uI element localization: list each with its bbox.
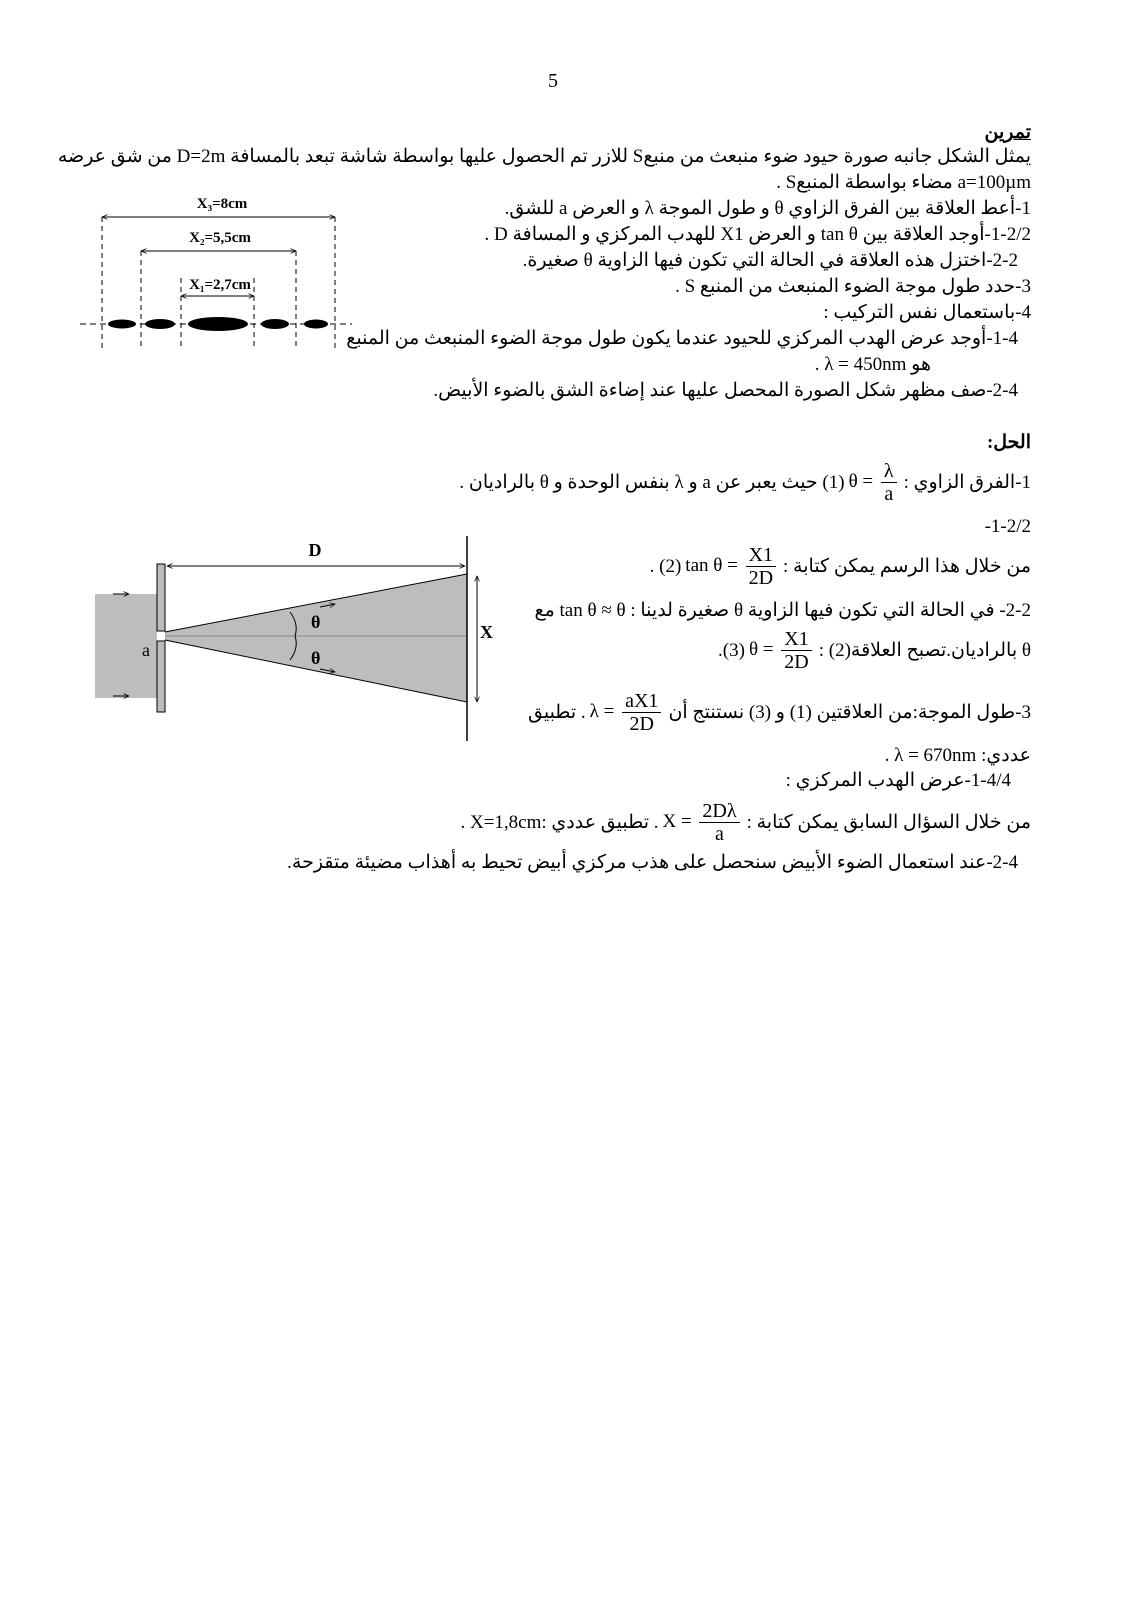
s2-2-num: X1 — [781, 628, 811, 651]
solution-2-2-line-1: 2-2- في الحالة التي تكون فيها الزاوية θ صغيرة لدينا : tan θ ≈ θ مع — [534, 600, 1031, 621]
s4-num: 2Dλ — [699, 800, 739, 823]
diffracted-beam — [165, 574, 467, 702]
s2-1-num: X1 — [746, 544, 776, 567]
s1-lhs: θ = — [848, 470, 874, 492]
x3-label: X₃=8cm — [196, 196, 248, 212]
s4-lhs: X = — [662, 810, 692, 832]
central-fringe — [188, 317, 248, 331]
s1-fraction — [881, 460, 897, 505]
s2-2-suffix: (3). — [718, 639, 745, 661]
x1-label: X₁=2,7cm — [189, 277, 251, 293]
theta-label-bottom: θ — [311, 648, 321, 668]
s3-formula — [590, 690, 665, 735]
fringe-right-2 — [304, 320, 328, 329]
s2-1-fraction — [746, 544, 776, 589]
s3-den: 2D — [629, 713, 654, 735]
s3-num: aX1 — [622, 690, 661, 713]
question-3: 3-حدد طول موجة الضوء المنبعث من المنبع S . — [675, 276, 1031, 297]
s1-num: λ — [881, 460, 897, 483]
question-1: 1-أعط العلاقة بين الفرق الزاوي θ و طول الموجة λ و العرض a للشق. — [504, 198, 1031, 219]
slit-plate-bottom — [157, 641, 165, 712]
question-4: 4-باستعمال نفس التركيب : — [823, 302, 1031, 323]
s2-2-den: 2D — [784, 651, 809, 673]
s2-1-den: 2D — [748, 567, 774, 589]
s4-den: a — [715, 823, 724, 845]
s2-2-lhs: θ = — [748, 638, 774, 660]
solution-3-numeric: عددي: λ = 670nm . — [884, 745, 1031, 766]
s3-lhs: λ = — [589, 700, 615, 722]
s4-fraction — [699, 800, 739, 845]
solution-2-header: 1-2/2- — [984, 516, 1031, 537]
question-4-1-line-1: 1-4-أوجد عرض الهدب المركزي للحيود عندما يكون طول موجة الضوء المنبعث من المنبع — [346, 328, 1018, 349]
s2-2-fraction — [781, 628, 811, 673]
s1-formula — [849, 460, 900, 505]
x2-label: X₂=5,5cm — [189, 230, 251, 246]
question-2-1: 1-2/2-أوجد العلاقة بين tan θ و العرض X1 للهدب المركزي و المسافة D . — [484, 224, 1031, 245]
solution-4-2: 2-4-عند استعمال الضوء الأبيض سنحصل على هذب مركزي أبيض تحيط به أهذاب مضيئة متقزحة. — [287, 852, 1018, 873]
s4-suffix: . تطبيق عددي :X=1,8cm . — [460, 811, 659, 833]
s4-prefix: من خلال السؤال السابق يمكن كتابة : — [746, 811, 1031, 833]
s3-suffix: . تطبيق — [527, 701, 586, 723]
diffraction-setup-figure — [95, 536, 515, 746]
solution-4-1 — [460, 800, 1031, 845]
s2-2-prefix: θ بالراديان.تصبح العلاقة(2) : — [818, 639, 1031, 661]
theta-label-top: θ — [311, 612, 321, 632]
s2-1-formula — [685, 544, 779, 589]
slit-width-label: a — [142, 640, 150, 660]
exercise-title: تمرين — [984, 122, 1031, 143]
solution-1 — [459, 460, 1031, 505]
s2-2-formula — [749, 628, 815, 673]
solution-2-2-line-2 — [718, 628, 1031, 673]
solution-3 — [528, 690, 1031, 735]
statement-line-2: a=100µm مضاء بواسطة المنبعS . — [776, 172, 1031, 193]
s2-1-prefix: من خلال هذا الرسم يمكن كتابة : — [783, 555, 1031, 577]
distance-label: D — [308, 540, 322, 560]
s4-formula — [662, 800, 742, 845]
s3-prefix: 3-طول الموجة:من العلاقتين (1) و (3) نستنتج أن — [668, 701, 1031, 723]
question-4-1-line-2: هو λ = 450nm . — [814, 354, 931, 375]
solution-2-1 — [650, 544, 1031, 589]
fringe-right-1 — [261, 319, 289, 329]
s1-den: a — [884, 483, 894, 505]
question-2-2: 2-2-اختزل هذه العلاقة في الحالة التي تكون فيها الزاوية θ صغيرة. — [522, 250, 1018, 271]
s3-fraction — [622, 690, 661, 735]
fringe-left-1 — [145, 319, 175, 329]
question-4-2: 2-4-صف مظهر شكل الصورة المحصل عليها عند إضاءة الشق بالضوء الأبيض. — [433, 380, 1018, 401]
s1-prefix: 1-الفرق الزاوي : — [903, 471, 1031, 493]
statement-line-1: يمثل الشكل جانبه صورة حيود ضوء منبعث من منبعS للازر تم الحصول عليها بواسطة شاشة تبعد بالمسافة D=2m من شق عرضه — [57, 146, 1031, 167]
page-number: 5 — [548, 70, 558, 92]
fringe-pattern-figure — [80, 192, 360, 352]
s2-1-lhs: tan θ = — [685, 554, 738, 576]
fringe-left-2 — [108, 320, 136, 329]
s2-1-suffix: (2) . — [649, 555, 682, 577]
solution-4-header: 1-4/4-عرض الهدب المركزي : — [785, 770, 1011, 791]
solution-title: الحل: — [986, 432, 1031, 453]
slit-plate-top — [157, 564, 165, 631]
s1-suffix: (1) حيث يعبر عن a و λ بنفس الوحدة و θ بالراديان . — [459, 471, 845, 493]
central-fringe-width-label: X — [480, 622, 493, 642]
